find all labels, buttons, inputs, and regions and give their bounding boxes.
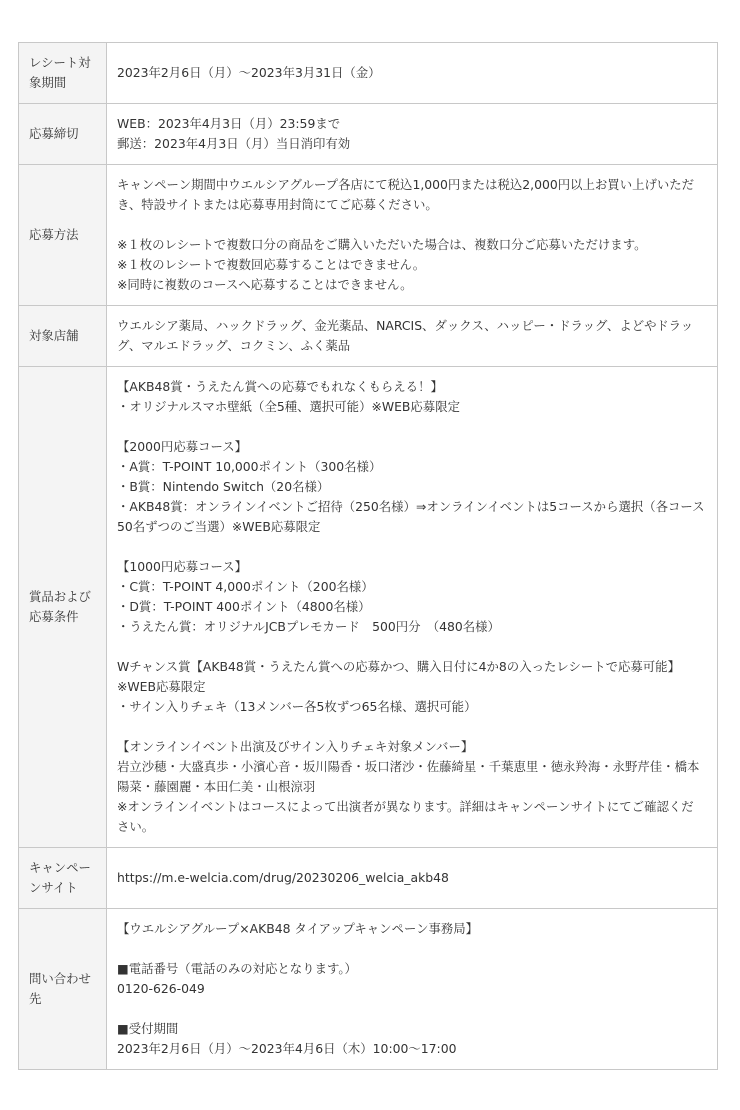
text-line: 【2000円応募コース】 (117, 439, 248, 454)
text-line: WEB：2023年4月3日（月）23:59まで (117, 116, 341, 131)
blank-line (117, 215, 705, 235)
label-prizes: 賞品および応募条件 (19, 367, 107, 848)
text-line: ※同時に複数のコースへ応募することはできません。 (117, 277, 413, 292)
blank-line (117, 417, 705, 437)
label-target-stores: 対象店舗 (19, 306, 107, 367)
value-deadline (107, 104, 718, 165)
label-how-to-apply: 応募方法 (19, 165, 107, 306)
text-line: ・オリジナルスマホ壁紙（全5種、選択可能）※WEB応募限定 (117, 399, 460, 414)
text-line: ※１枚のレシートで複数口分の商品をご購入いただいた場合は、複数口分ご応募いただけます。 (117, 237, 647, 252)
row-how-to-apply (19, 165, 718, 306)
text-line: ■電話番号（電話のみの対応となります。） (117, 961, 357, 976)
campaign-info-table (18, 42, 718, 1070)
text-line: 岩立沙穂・大盛真歩・小濱心音・坂川陽香・坂口渚沙・佐藤綺星・千葉恵里・徳永羚海・永野芹佳・橋本陽菜・藤園麗・本田仁美・山根涼羽 (117, 759, 700, 794)
text-line: 2023年2月6日（月）～2023年3月31日（金） (117, 65, 381, 80)
value-prizes (107, 367, 718, 848)
blank-line (117, 939, 705, 959)
label-receipt-period: レシート対象期間 (19, 43, 107, 104)
label-deadline: 応募締切 (19, 104, 107, 165)
label-campaign-site: キャンペーンサイト (19, 848, 107, 909)
text-line: ・B賞：Nintendo Switch（20名様） (117, 479, 330, 494)
campaign-site-url: https://m.e-welcia.com/drug/20230206_welcia_akb48 (117, 870, 449, 885)
blank-line (117, 537, 705, 557)
text-line: ウエルシア薬局、ハックドラッグ、金光薬品、NARCIS、ダックス、ハッピー・ドラッグ、よどやドラッグ、マルエドラッグ、コクミン、ふく薬品 (117, 318, 694, 353)
text-line: 【AKB48賞・うえたん賞への応募でもれなくもらえる！】 (117, 379, 443, 394)
blank-line (117, 637, 705, 657)
row-deadline (19, 104, 718, 165)
text-line: 郵送：2023年4月3日（月）当日消印有効 (117, 136, 351, 151)
phone-number: 0120-626-049 (117, 981, 205, 996)
campaign-info-container (18, 42, 718, 1070)
row-receipt-period (19, 43, 718, 104)
row-contact (19, 909, 718, 1070)
row-prizes (19, 367, 718, 848)
text-line: ・A賞：T-POINT 10,000ポイント（300名様） (117, 459, 382, 474)
text-line: ・サイン入りチェキ（13メンバー各5枚ずつ65名様、選択可能） (117, 699, 477, 714)
text-line: 【ウエルシアグループ×AKB48 タイアップキャンペーン事務局】 (117, 921, 479, 936)
blank-line (117, 717, 705, 737)
text-line: 2023年2月6日（月）～2023年4月6日（木）10:00～17:00 (117, 1041, 457, 1056)
text-line: ・うえたん賞：オリジナルJCBプレモカード 500円分 （480名様） (117, 619, 500, 634)
text-line: ・D賞：T-POINT 400ポイント（4800名様） (117, 599, 371, 614)
text-line: ※オンラインイベントはコースによって出演者が異なります。詳細はキャンペーンサイトにてご確認ください。 (117, 799, 694, 834)
text-line: ※１枚のレシートで複数回応募することはできません。 (117, 257, 426, 272)
text-line: キャンペーン期間中ウエルシアグループ各店にて税込1,000円または税込2,000円以上お買い上げいただき、特設サイトまたは応募専用封筒にてご応募ください。 (117, 177, 695, 212)
text-line: Wチャンス賞【AKB48賞・うえたん賞への応募かつ、購入日付に4か8の入ったレシートで応募可能】※WEB応募限定 (117, 659, 680, 694)
value-contact (107, 909, 718, 1070)
value-how-to-apply (107, 165, 718, 306)
text-line: 【1000円応募コース】 (117, 559, 248, 574)
text-line: ■受付期間 (117, 1021, 179, 1036)
text-line: 【オンラインイベント出演及びサイン入りチェキ対象メンバー】 (117, 739, 474, 754)
blank-line (117, 999, 705, 1019)
value-target-stores (107, 306, 718, 367)
text-line: ・C賞：T-POINT 4,000ポイント（200名様） (117, 579, 374, 594)
row-target-stores (19, 306, 718, 367)
value-receipt-period (107, 43, 718, 104)
text-line: ・AKB48賞：オンラインイベントご招待（250名様）⇒オンラインイベントは5コースから選択（各コース50名ずつのご当選）※WEB応募限定 (117, 499, 705, 534)
label-contact: 問い合わせ先 (19, 909, 107, 1070)
row-campaign-site (19, 848, 718, 909)
value-campaign-site (107, 848, 718, 909)
